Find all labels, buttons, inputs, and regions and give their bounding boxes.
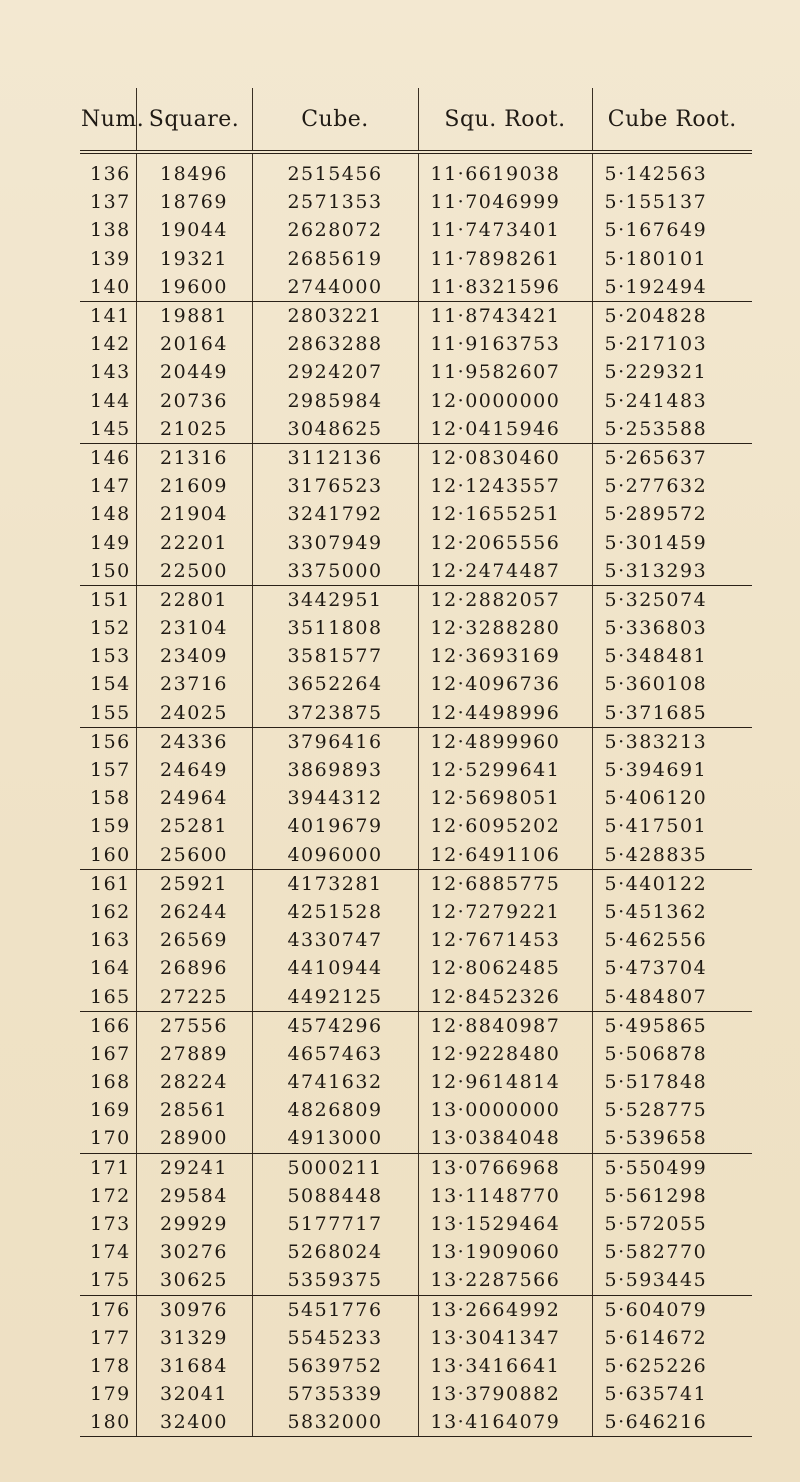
num-cell: 147 <box>90 475 131 498</box>
cube-root-cell: 5·180101 <box>592 245 752 273</box>
cube-root-cell: 5·167649 <box>592 216 752 244</box>
cube-root-cell: 5·325074 <box>592 585 752 614</box>
table-row <box>80 812 752 840</box>
table-row <box>80 898 752 926</box>
square-cell: 27889 <box>136 1040 252 1068</box>
cube-root-cell: 5·253588 <box>592 415 752 444</box>
square-cell: 26896 <box>136 954 252 982</box>
num-cell: 166 <box>90 1014 131 1037</box>
square-root-cell: 12·4899960 <box>418 727 592 756</box>
table-row <box>80 443 752 472</box>
table-row <box>80 472 752 500</box>
square-root-cell: 12·2882057 <box>418 585 592 614</box>
num-cell: 139 <box>90 247 131 270</box>
cube-root-cell: 5·539658 <box>592 1124 752 1153</box>
square-root-cell: 12·6491106 <box>418 841 592 870</box>
num-cell: 180 <box>80 1408 136 1437</box>
square-root-cell: 12·1655251 <box>418 500 592 528</box>
square-cell: 32041 <box>136 1380 252 1408</box>
square-root-cell: 12·6095202 <box>418 812 592 840</box>
num-cell: 146 <box>90 446 131 469</box>
square-cell: 26244 <box>136 898 252 926</box>
square-root-cell: 12·6885775 <box>418 869 592 898</box>
cube-root-cell: 5·348481 <box>592 642 752 670</box>
cube-root-cell: 5·241483 <box>592 387 752 415</box>
header-cube-root: Cube Root. <box>592 88 752 152</box>
table-row <box>80 273 752 302</box>
cube-root-cell: 5·473704 <box>592 954 752 982</box>
num-cell: 175 <box>80 1266 136 1295</box>
num-cell: 159 <box>90 815 131 838</box>
num-cell: 177 <box>90 1326 131 1349</box>
cube-cell: 4657463 <box>252 1040 418 1068</box>
square-root-cell: 12·4096736 <box>418 670 592 698</box>
num-cell: 179 <box>90 1383 131 1406</box>
square-cell: 31684 <box>136 1352 252 1380</box>
square-root-cell: 13·3041347 <box>418 1324 592 1352</box>
square-root-cell: 12·4498996 <box>418 699 592 728</box>
header-square: Square. <box>136 88 252 152</box>
table-row <box>80 1210 752 1238</box>
square-cell: 21316 <box>136 443 252 472</box>
square-cell: 19321 <box>136 245 252 273</box>
cube-cell: 4019679 <box>252 812 418 840</box>
num-cell: 167 <box>90 1042 131 1065</box>
cube-root-cell: 5·360108 <box>592 670 752 698</box>
table-row <box>80 926 752 954</box>
cube-root-cell: 5·572055 <box>592 1210 752 1238</box>
cube-cell: 3176523 <box>252 472 418 500</box>
table-row <box>80 1011 752 1040</box>
num-cell: 155 <box>80 699 136 728</box>
num-cell: 168 <box>90 1071 131 1094</box>
num-cell: 149 <box>90 531 131 554</box>
table-row <box>80 784 752 812</box>
num-cell: 162 <box>90 900 131 923</box>
num-cell: 164 <box>90 957 131 980</box>
cube-root-cell: 5·301459 <box>592 528 752 556</box>
cube-cell: 2744000 <box>252 273 418 302</box>
cube-root-cell: 5·561298 <box>592 1182 752 1210</box>
square-cell: 25921 <box>136 869 252 898</box>
table-row <box>80 152 752 188</box>
num-cell: 174 <box>90 1241 131 1264</box>
cube-root-cell: 5·614672 <box>592 1324 752 1352</box>
num-cell: 173 <box>90 1213 131 1236</box>
cube-root-cell: 5·582770 <box>592 1238 752 1266</box>
table-row <box>80 1408 752 1437</box>
square-cell: 27556 <box>136 1011 252 1040</box>
square-cell: 30276 <box>136 1238 252 1266</box>
table-row <box>80 670 752 698</box>
num-cell: 138 <box>90 219 131 242</box>
square-cell: 20449 <box>136 358 252 386</box>
square-cell: 20736 <box>136 387 252 415</box>
cube-cell: 5359375 <box>252 1266 418 1295</box>
cube-cell: 3375000 <box>252 557 418 586</box>
square-cell: 28224 <box>136 1068 252 1096</box>
num-cell: 148 <box>90 503 131 526</box>
square-root-cell: 12·7671453 <box>418 926 592 954</box>
square-cell: 19600 <box>136 273 252 302</box>
cube-cell: 3652264 <box>252 670 418 698</box>
cube-cell: 4410944 <box>252 954 418 982</box>
square-cell: 29584 <box>136 1182 252 1210</box>
table-row <box>80 358 752 386</box>
square-root-cell: 12·2065556 <box>418 528 592 556</box>
table-row <box>80 1380 752 1408</box>
table-row <box>80 841 752 870</box>
table-row <box>80 1295 752 1324</box>
square-cell: 20164 <box>136 330 252 358</box>
table-row <box>80 1068 752 1096</box>
square-root-cell: 11·9582607 <box>418 358 592 386</box>
cube-root-cell: 5·451362 <box>592 898 752 926</box>
cube-cell: 5177717 <box>252 1210 418 1238</box>
cube-cell: 4173281 <box>252 869 418 898</box>
table-row <box>80 1324 752 1352</box>
num-cell: 142 <box>90 333 131 356</box>
cube-cell: 5832000 <box>252 1408 418 1437</box>
square-root-cell: 12·5299641 <box>418 756 592 784</box>
square-cell: 30976 <box>136 1295 252 1324</box>
num-cell: 163 <box>90 929 131 952</box>
cube-cell: 5000211 <box>252 1153 418 1182</box>
table-row <box>80 1182 752 1210</box>
num-cell: 172 <box>90 1184 131 1207</box>
square-root-cell: 11·7046999 <box>418 188 592 216</box>
num-cell: 141 <box>90 305 131 328</box>
table-row <box>80 1238 752 1266</box>
cube-root-cell: 5·204828 <box>592 301 752 330</box>
square-cell: 23716 <box>136 670 252 698</box>
cube-cell: 3581577 <box>252 642 418 670</box>
cube-root-cell: 5·142563 <box>592 152 752 188</box>
square-root-cell: 12·3693169 <box>418 642 592 670</box>
square-root-cell: 13·1529464 <box>418 1210 592 1238</box>
cube-cell: 5451776 <box>252 1295 418 1324</box>
cube-root-cell: 5·625226 <box>592 1352 752 1380</box>
powers-and-roots-table <box>80 88 752 1437</box>
square-root-cell: 13·0384048 <box>418 1124 592 1153</box>
square-root-cell: 13·3790882 <box>418 1380 592 1408</box>
table-row <box>80 188 752 216</box>
cube-root-cell: 5·495865 <box>592 1011 752 1040</box>
cube-cell: 5545233 <box>252 1324 418 1352</box>
cube-root-cell: 5·428835 <box>592 841 752 870</box>
square-root-cell: 11·6619038 <box>418 152 592 188</box>
table-row <box>80 330 752 358</box>
cube-cell: 5088448 <box>252 1182 418 1210</box>
square-root-cell: 13·2664992 <box>418 1295 592 1324</box>
num-cell: 156 <box>90 730 131 753</box>
num-cell: 152 <box>90 617 131 640</box>
square-root-cell: 12·3288280 <box>418 614 592 642</box>
cube-root-cell: 5·265637 <box>592 443 752 472</box>
cube-root-cell: 5·336803 <box>592 614 752 642</box>
num-cell: 169 <box>90 1099 131 1122</box>
cube-root-cell: 5·528775 <box>592 1096 752 1124</box>
square-root-cell: 13·3416641 <box>418 1352 592 1380</box>
table-row <box>80 954 752 982</box>
num-cell: 165 <box>80 982 136 1011</box>
cube-cell: 4330747 <box>252 926 418 954</box>
cube-root-cell: 5·229321 <box>592 358 752 386</box>
square-root-cell: 12·8452326 <box>418 982 592 1011</box>
table-row <box>80 1153 752 1182</box>
square-cell: 29929 <box>136 1210 252 1238</box>
cube-cell: 3869893 <box>252 756 418 784</box>
num-cell: 176 <box>90 1298 131 1321</box>
square-root-cell: 12·0415946 <box>418 415 592 444</box>
cube-root-cell: 5·484807 <box>592 982 752 1011</box>
num-cell: 171 <box>90 1156 131 1179</box>
square-cell: 22201 <box>136 528 252 556</box>
square-cell: 24964 <box>136 784 252 812</box>
cube-root-cell: 5·646216 <box>592 1408 752 1437</box>
cube-root-cell: 5·462556 <box>592 926 752 954</box>
square-cell: 32400 <box>136 1408 252 1437</box>
cube-root-cell: 5·604079 <box>592 1295 752 1324</box>
square-cell: 19881 <box>136 301 252 330</box>
square-cell: 18769 <box>136 188 252 216</box>
cube-cell: 2628072 <box>252 216 418 244</box>
num-cell: 154 <box>90 673 131 696</box>
square-root-cell: 13·1909060 <box>418 1238 592 1266</box>
square-root-cell: 12·2474487 <box>418 557 592 586</box>
square-cell: 21025 <box>136 415 252 444</box>
square-cell: 21609 <box>136 472 252 500</box>
cube-cell: 2863288 <box>252 330 418 358</box>
cube-cell: 2924207 <box>252 358 418 386</box>
num-cell: 151 <box>90 588 131 611</box>
table-row <box>80 727 752 756</box>
square-cell: 24025 <box>136 699 252 728</box>
square-cell: 30625 <box>136 1266 252 1295</box>
cube-cell: 3307949 <box>252 528 418 556</box>
cube-root-cell: 5·506878 <box>592 1040 752 1068</box>
num-cell: 137 <box>90 191 131 214</box>
square-root-cell: 13·0000000 <box>418 1096 592 1124</box>
cube-cell: 3511808 <box>252 614 418 642</box>
square-cell: 24649 <box>136 756 252 784</box>
cube-cell: 4574296 <box>252 1011 418 1040</box>
cube-cell: 3442951 <box>252 585 418 614</box>
cube-root-cell: 5·313293 <box>592 557 752 586</box>
table-row <box>80 585 752 614</box>
cube-root-cell: 5·635741 <box>592 1380 752 1408</box>
num-cell: 150 <box>80 557 136 586</box>
num-cell: 160 <box>80 841 136 870</box>
table-row <box>80 216 752 244</box>
table-row <box>80 1096 752 1124</box>
cube-cell: 5735339 <box>252 1380 418 1408</box>
table-row <box>80 1266 752 1295</box>
square-cell: 28561 <box>136 1096 252 1124</box>
table-row <box>80 1124 752 1153</box>
table-row <box>80 1040 752 1068</box>
header-cube: Cube. <box>252 88 418 152</box>
cube-cell: 3723875 <box>252 699 418 728</box>
square-root-cell: 12·9228480 <box>418 1040 592 1068</box>
square-cell: 25600 <box>136 841 252 870</box>
table-row <box>80 869 752 898</box>
cube-cell: 4913000 <box>252 1124 418 1153</box>
cube-cell: 3944312 <box>252 784 418 812</box>
table-row <box>80 614 752 642</box>
cube-cell: 5639752 <box>252 1352 418 1380</box>
cube-cell: 2685619 <box>252 245 418 273</box>
num-cell: 145 <box>80 415 136 444</box>
cube-root-cell: 5·371685 <box>592 699 752 728</box>
square-root-cell: 12·1243557 <box>418 472 592 500</box>
cube-cell: 5268024 <box>252 1238 418 1266</box>
square-cell: 28900 <box>136 1124 252 1153</box>
cube-cell: 4741632 <box>252 1068 418 1096</box>
table-row <box>80 500 752 528</box>
num-cell: 158 <box>90 787 131 810</box>
table-row <box>80 301 752 330</box>
square-root-cell: 12·0000000 <box>418 387 592 415</box>
cube-cell: 4096000 <box>252 841 418 870</box>
cube-cell: 4826809 <box>252 1096 418 1124</box>
table-row <box>80 756 752 784</box>
num-cell: 136 <box>90 163 131 186</box>
cube-root-cell: 5·517848 <box>592 1068 752 1096</box>
num-cell: 161 <box>90 872 131 895</box>
square-root-cell: 11·8743421 <box>418 301 592 330</box>
table-row <box>80 1352 752 1380</box>
square-root-cell: 11·7898261 <box>418 245 592 273</box>
table-row <box>80 642 752 670</box>
square-cell: 23104 <box>136 614 252 642</box>
cube-cell: 2571353 <box>252 188 418 216</box>
cube-cell: 4492125 <box>252 982 418 1011</box>
square-cell: 31329 <box>136 1324 252 1352</box>
cube-cell: 2985984 <box>252 387 418 415</box>
num-cell: 143 <box>90 361 131 384</box>
num-cell: 157 <box>90 759 131 782</box>
cube-cell: 3796416 <box>252 727 418 756</box>
cube-cell: 3112136 <box>252 443 418 472</box>
cube-root-cell: 5·440122 <box>592 869 752 898</box>
square-cell: 23409 <box>136 642 252 670</box>
header-square-root: Squ. Root. <box>418 88 592 152</box>
cube-root-cell: 5·417501 <box>592 812 752 840</box>
table-header <box>80 88 752 152</box>
cube-root-cell: 5·593445 <box>592 1266 752 1295</box>
cube-root-cell: 5·277632 <box>592 472 752 500</box>
cube-root-cell: 5·550499 <box>592 1153 752 1182</box>
table-row <box>80 245 752 273</box>
square-cell: 18496 <box>136 152 252 188</box>
header-num: Num. <box>80 88 136 152</box>
cube-root-cell: 5·406120 <box>592 784 752 812</box>
square-root-cell: 12·5698051 <box>418 784 592 812</box>
square-cell: 22801 <box>136 585 252 614</box>
square-cell: 26569 <box>136 926 252 954</box>
cube-root-cell: 5·217103 <box>592 330 752 358</box>
square-root-cell: 11·9163753 <box>418 330 592 358</box>
square-root-cell: 12·0830460 <box>418 443 592 472</box>
table-row <box>80 415 752 444</box>
square-cell: 27225 <box>136 982 252 1011</box>
square-root-cell: 12·8062485 <box>418 954 592 982</box>
square-root-cell: 13·2287566 <box>418 1266 592 1295</box>
num-cell: 178 <box>90 1354 131 1377</box>
num-cell: 170 <box>80 1124 136 1153</box>
table-row <box>80 982 752 1011</box>
table-row <box>80 528 752 556</box>
square-cell: 25281 <box>136 812 252 840</box>
cube-root-cell: 5·155137 <box>592 188 752 216</box>
cube-root-cell: 5·192494 <box>592 273 752 302</box>
cube-cell: 3048625 <box>252 415 418 444</box>
square-cell: 22500 <box>136 557 252 586</box>
square-root-cell: 11·8321596 <box>418 273 592 302</box>
square-root-cell: 13·4164079 <box>418 1408 592 1437</box>
cube-root-cell: 5·289572 <box>592 500 752 528</box>
square-root-cell: 13·0766968 <box>418 1153 592 1182</box>
square-root-cell: 11·7473401 <box>418 216 592 244</box>
square-root-cell: 12·7279221 <box>418 898 592 926</box>
num-cell: 140 <box>80 273 136 302</box>
table-row <box>80 699 752 728</box>
square-cell: 29241 <box>136 1153 252 1182</box>
cube-cell: 3241792 <box>252 500 418 528</box>
square-root-cell: 12·8840987 <box>418 1011 592 1040</box>
table-row <box>80 387 752 415</box>
num-cell: 153 <box>90 645 131 668</box>
cube-cell: 2515456 <box>252 152 418 188</box>
table-body <box>80 152 752 1437</box>
square-cell: 24336 <box>136 727 252 756</box>
square-root-cell: 12·9614814 <box>418 1068 592 1096</box>
cube-root-cell: 5·383213 <box>592 727 752 756</box>
cube-root-cell: 5·394691 <box>592 756 752 784</box>
table-row <box>80 557 752 586</box>
cube-cell: 2803221 <box>252 301 418 330</box>
square-cell: 19044 <box>136 216 252 244</box>
square-root-cell: 13·1148770 <box>418 1182 592 1210</box>
cube-cell: 4251528 <box>252 898 418 926</box>
square-cell: 21904 <box>136 500 252 528</box>
num-cell: 144 <box>90 389 131 412</box>
